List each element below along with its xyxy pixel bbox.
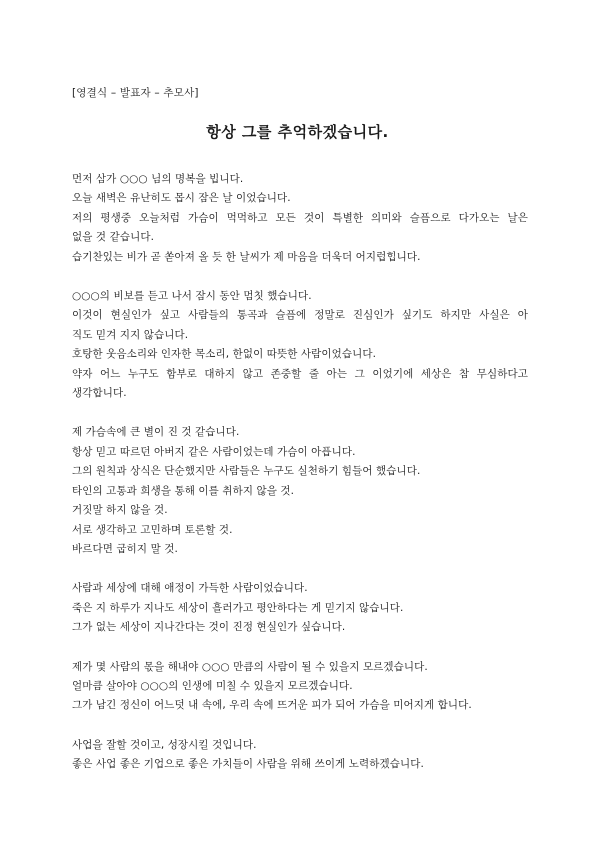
text-line: 오늘 새벽은 유난히도 몹시 잠은 날 이었습니다.: [72, 192, 291, 205]
text-line: 먼저 삼가 ○○○ 님의 명복을 빕니다.: [72, 173, 244, 185]
text-line: 그가 남긴 정신이 어느덧 내 속에, 우리 속에 뜨거운 피가 되어 가슴을 미어지게 합니다.: [72, 699, 472, 712]
text-line: 직도 믿겨 지지 않습니다.: [72, 328, 189, 341]
body-text: [72, 170, 528, 795]
header-tag: [영결식 – 발표자 – 추모사]: [72, 87, 199, 99]
text-line: 바르다면 굽히지 말 것.: [72, 542, 178, 555]
text-line: 사람과 세상에 대해 애정이 가득한 사람이었습니다.: [72, 582, 308, 595]
text-line: 좋은 사업 좋은 기업으로 좋은 가치들이 사람을 위해 쓰이게 노력하겠습니다.: [72, 758, 424, 771]
text-line: 이것이 현실인가 싶고 사람들의 통곡과 슬픔에 정말로 진심인가 싶기도 하지만 사실은 아: [72, 309, 528, 322]
text-line: 그의 원칙과 상식은 단순했지만 사람들은 누구도 실천하기 힘들어 했습니다.: [72, 465, 421, 478]
text-line: 타인의 고통과 희생을 통해 이를 취하지 않을 것.: [72, 484, 295, 497]
text-line: 거짓말 하지 않을 것.: [72, 504, 168, 517]
page-title: 항상 그를 추억하겠습니다.: [206, 123, 389, 141]
text-line: 호탕한 웃음소리와 인자한 목소리, 한없이 따뜻한 사람이었습니다.: [72, 348, 377, 361]
text-line: 저의 평생중 오늘처럼 가슴이 먹먹하고 모든 것이 특별한 의미와 슬픔으로 다가오는 날은: [72, 211, 528, 224]
text-line: 서로 생각하고 고민하며 토론할 것.: [72, 523, 233, 536]
text-line: ○○○의 비보를 듣고 나서 잠시 동안 멈칫 했습니다.: [72, 290, 312, 303]
text-line: 생각합니다.: [72, 387, 127, 400]
paragraph: [72, 170, 528, 267]
text-line: 제 가슴속에 큰 별이 진 것 같습니다.: [72, 426, 240, 439]
text-line: 약자 어느 누구도 함부로 대하지 않고 존중할 줄 아는 그 이었기에 세상은 참 무심하다고: [72, 367, 528, 380]
paragraph: [72, 423, 528, 559]
text-line: 습기찬있는 비가 곧 쏟아져 올 듯 한 날씨가 제 마음을 더욱더 어지럽힙니다.: [72, 250, 421, 263]
text-line: 얼마큼 살아야 ○○○의 인생에 미칠 수 있을지 모르겠습니다.: [72, 679, 353, 692]
text-line: 사업을 잘할 것이고, 성장시킬 것입니다.: [72, 738, 257, 751]
text-line: 없을 것 같습니다.: [72, 231, 155, 244]
text-line: 항상 믿고 따르던 아버지 같은 사람이었는데 가슴이 아픕니다.: [72, 445, 356, 458]
text-line: 죽은 지 하루가 지나도 세상이 흘러가고 평안하다는 게 믿기지 않습니다.: [72, 601, 404, 614]
paragraph: [72, 579, 528, 637]
text-line: 그가 없는 세상이 지나간다는 것이 진정 현실인가 싶습니다.: [72, 621, 346, 634]
paragraph: [72, 658, 528, 716]
paragraph: [72, 287, 528, 403]
paragraph: [72, 736, 528, 775]
text-line: 제가 몇 사람의 몫을 해내야 ○○○ 만큼의 사람이 될 수 있을지 모르겠습니다.: [72, 660, 428, 673]
